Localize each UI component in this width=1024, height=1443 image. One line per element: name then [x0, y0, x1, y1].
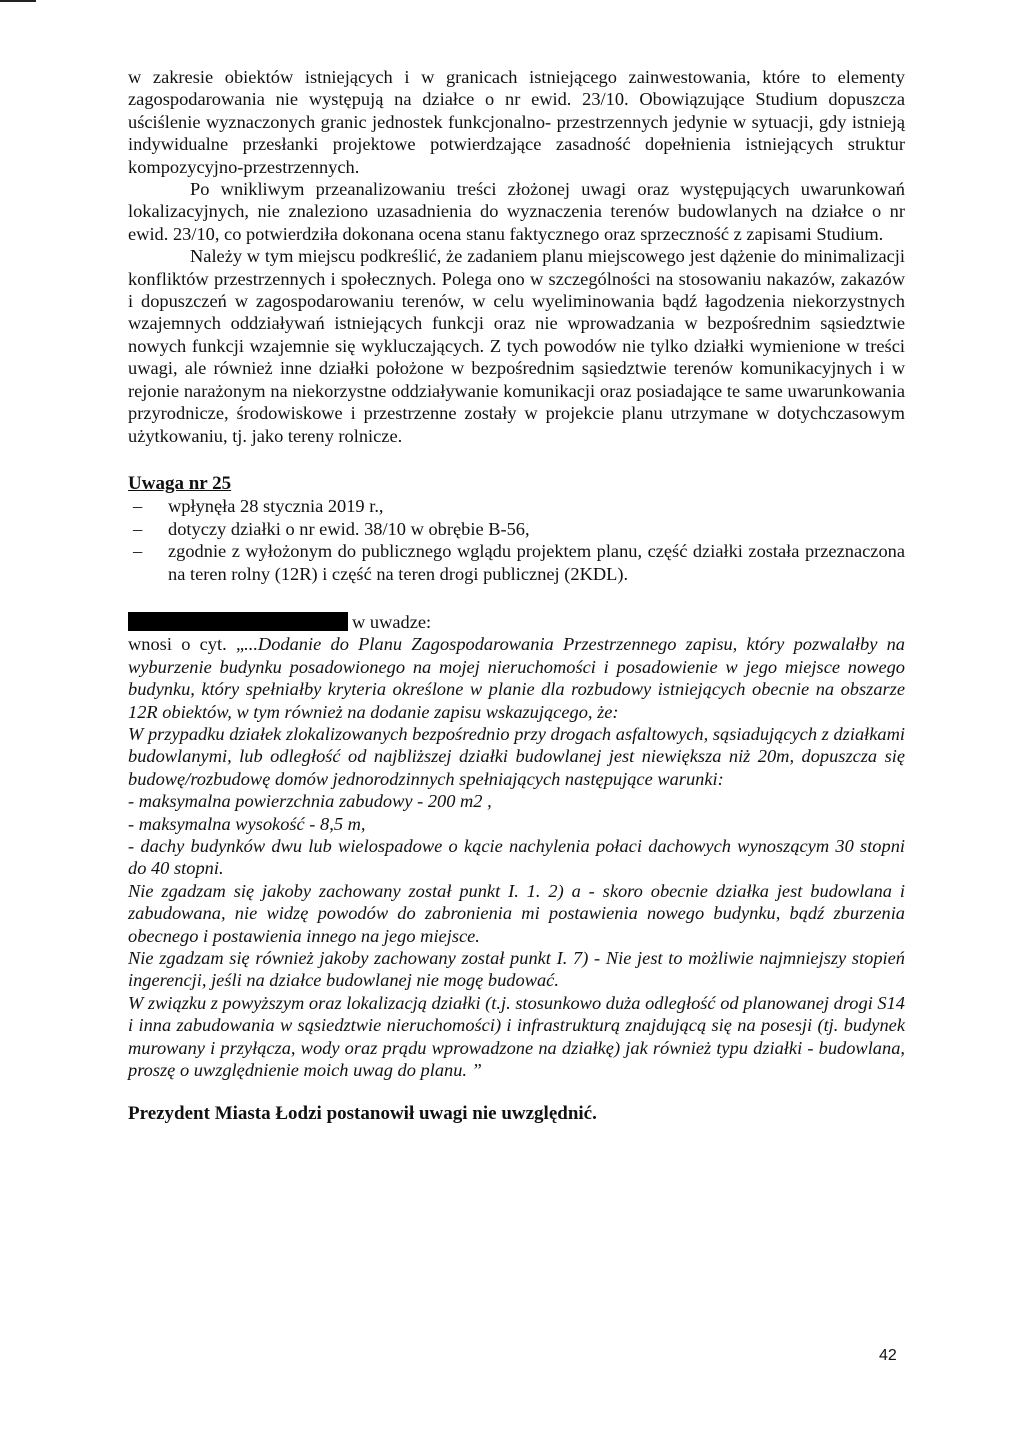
quote-text: ...Dodanie do Planu Zagospodarowania Przestrzennego zapisu, który pozwalałby na wyburzenie budynku posadowionego na mojej nieruchomości i posadowienie w jego miejsce nowego budynku, który spełniałby kryteria określone w planie dla rozbudowy istniejących obecnie na obszarze 12R obiektów, w tym również na dodanie zapisu wskazującego, że:	[128, 634, 905, 722]
quote-paragraph: W przypadku działek zlokalizowanych bezpośrednio przy drogach asfaltowych, sąsiadujących z działkami budowlanymi, lub odległość od najbliższej działki budowlanej jest niewiększa niż 20m, dopuszcza się budowę/rozbudowę domów jednorodzinnych spełniających następujące warunki:	[128, 723, 905, 789]
paragraph-continuation: w zakresie obiektów istniejących i w granicach istniejącego zainwestowania, które to elementy zagospodarowania nie występują na działce o nr ewid. 23/10. Obowiązujące Studium dopuszcza uściślenie wyznaczonych granic jednostek funkcjonalno- przestrzennych jedynie w sytuacji, gdy istnieją indywidualne przesłanki projektowe potwierdzające zasadność dopełnienia istniejących struktur kompozycyjno-przestrzennych.	[128, 67, 905, 177]
remark-detail-item: – wpłynęła 28 stycznia 2019 r.,	[128, 495, 905, 517]
quote-condition: - maksymalna powierzchnia zabudowy - 200 m2 ,	[128, 791, 492, 812]
paragraph-analysis: Po wnikliwym przeanalizowaniu treści złożonej uwagi oraz występujących uwarunkowań lokalizacyjnych, nie znaleziono uzasadnienia do wyznaczenia terenów budowlanych na działce o nr ewid. 23/10, co potwierdziła dokonana ocena stanu faktycznego oraz sprzeczność z zapisami Studium.	[128, 179, 905, 244]
page-number: 42	[879, 1347, 897, 1364]
quote-condition: - maksymalna wysokość - 8,5 m,	[128, 813, 366, 834]
decision-statement: Prezydent Miasta Łodzi postanowił uwagi nie uwzględnić.	[128, 1103, 597, 1125]
quote-intro	[128, 633, 905, 723]
submitter-line	[128, 611, 905, 633]
quote-condition: - dachy budynków dwu lub wielospadowe o kącie nachylenia połaci dachowych wynoszącym 30 stopni do 40 stopni.	[128, 836, 905, 879]
paragraph-plan-purpose: Należy w tym miejscu podkreślić, że zadaniem planu miejscowego jest dążenie do minimalizacji konfliktów przestrzennych i społecznych. Polega ono w szczególności na stosowaniu nakazów, zakazów i dopuszczeń w zagospodarowaniu terenów, w celu wyeliminowania bądź łagodzenia niekorzystnych wzajemnych oddziaływań istniejących funkcji oraz nie wprowadzania w bezpośrednim sąsiedztwie nowych funkcji wzajemnie się wykluczających. Z tych powodów nie tylko działki wymienione w treści uwagi, ale również inne działki położone w bezpośrednim sąsiedztwie terenów komunikacyjnych i w rejonie narażonym na niekorzystne oddziaływanie komunikacji oraz posiadające te same uwarunkowania przyrodnicze, środowiskowe i przestrzenne zostały w projekcie planu utrzymane w dotychczasowym użytkowaniu, tj. jako tereny rolnicze.	[128, 246, 905, 446]
quote-paragraph: Nie zgadzam się jakoby zachowany został punkt I. 1. 2) a - skoro obecnie działka jest budowlana i zabudowana, nie widzę powodów do zabronienia mi postawienia nowego budynku, bądź zburzenia obecnego i postawienia innego na jego miejsce.	[128, 880, 905, 946]
remark-detail-item: – zgodnie z wyłożonym do publicznego wglądu projektem planu, część działki została przeznaczona na teren rolny (12R) i część na teren drogi publicznej (2KDL).	[128, 540, 905, 585]
scan-corner-mark	[0, 0, 36, 2]
remark-detail-item: – dotyczy działki o nr ewid. 38/10 w obrębie B-56,	[128, 518, 905, 540]
quote-intro-plain: wnosi o cyt. „	[128, 634, 245, 655]
quote-paragraph: Nie zgadzam się również jakoby zachowany został punkt I. 7) - Nie jest to możliwie najmniejszy stopień ingerencji, jeśli na działce budowlanej nie mogę budować.	[128, 948, 905, 991]
remark-details-list	[128, 495, 905, 585]
submitter-suffix: w uwadze:	[352, 611, 432, 632]
document-body	[128, 66, 905, 1126]
redacted-name-block	[128, 612, 348, 631]
remark-heading: Uwaga nr 25	[128, 472, 232, 494]
quote-paragraph: W związku z powyższym oraz lokalizacją działki (t.j. stosunkowo duża odległość od planowanej drogi S14 i inna zabudowania w sąsiedztwie nieruchomości) i infrastrukturą znajdującą się na posesji (tj. budynek murowany i przyłącza, wody oraz prądu wprowadzone na działkę) jak również typu działki - budowlana, proszę o uwzględnienie moich uwag do planu. ”	[128, 992, 905, 1081]
